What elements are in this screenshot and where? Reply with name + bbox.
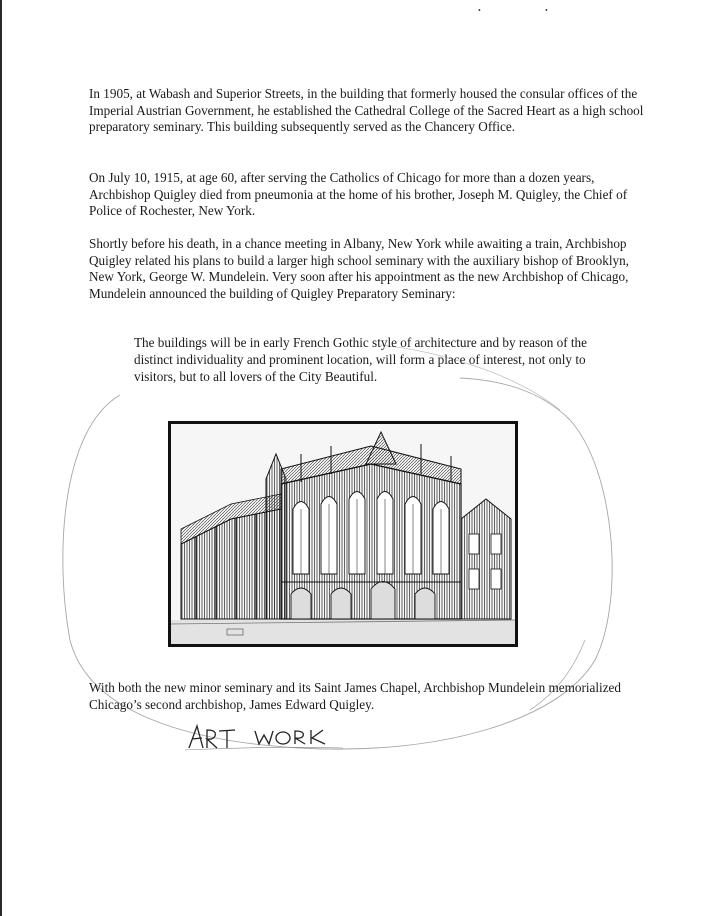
paragraph-quigley-death: On July 10, 1915, at age 60, after serving the Catholics of Chicago for more than a dozen years, Archbishop Quigley died from pneumonia at the home of his brother, Joseph M. Quigley, the Chief of Police of Rochester, New York. xyxy=(89,170,628,218)
scan-edge xyxy=(0,0,2,916)
gothic-chapel-sketch-icon xyxy=(168,421,518,647)
scan-speck: • xyxy=(478,6,481,15)
scan-speck: • xyxy=(545,6,548,15)
paragraph-cathedral-college: In 1905, at Wabash and Superior Streets, in the building that formerly housed the consular offices of the Imperial Austrian Government, he established the Cathedral College of the Sacred Heart as a high school preparatory seminary. This building subsequently served as the Chancery Office. xyxy=(89,86,644,134)
closing-caption: With both the new minor seminary and its Saint James Chapel, Archbishop Mundelein memorialized Chicago’s second archbishop, James Edward Quigley. xyxy=(89,680,621,712)
block-quote: The buildings will be in early French Gothic style of architecture and by reason of the distinct individuality and prominent location, will form a place of interest, not only to visitors, but to all lovers of the City Beautiful. xyxy=(134,335,587,384)
paragraph-mundelein-meeting: Shortly before his death, in a chance meeting in Albany, New York while awaiting a train, Archbishop Quigley related his plans to build a larger high school seminary with the auxiliary bishop of Brooklyn, New York, George W. Mundelein. Very soon after his appointment as the new Archbishop of Chicago, Mundelein announced the building of Quigley Preparatory Seminary: xyxy=(89,236,629,301)
handwritten-art-work-note xyxy=(185,722,345,752)
